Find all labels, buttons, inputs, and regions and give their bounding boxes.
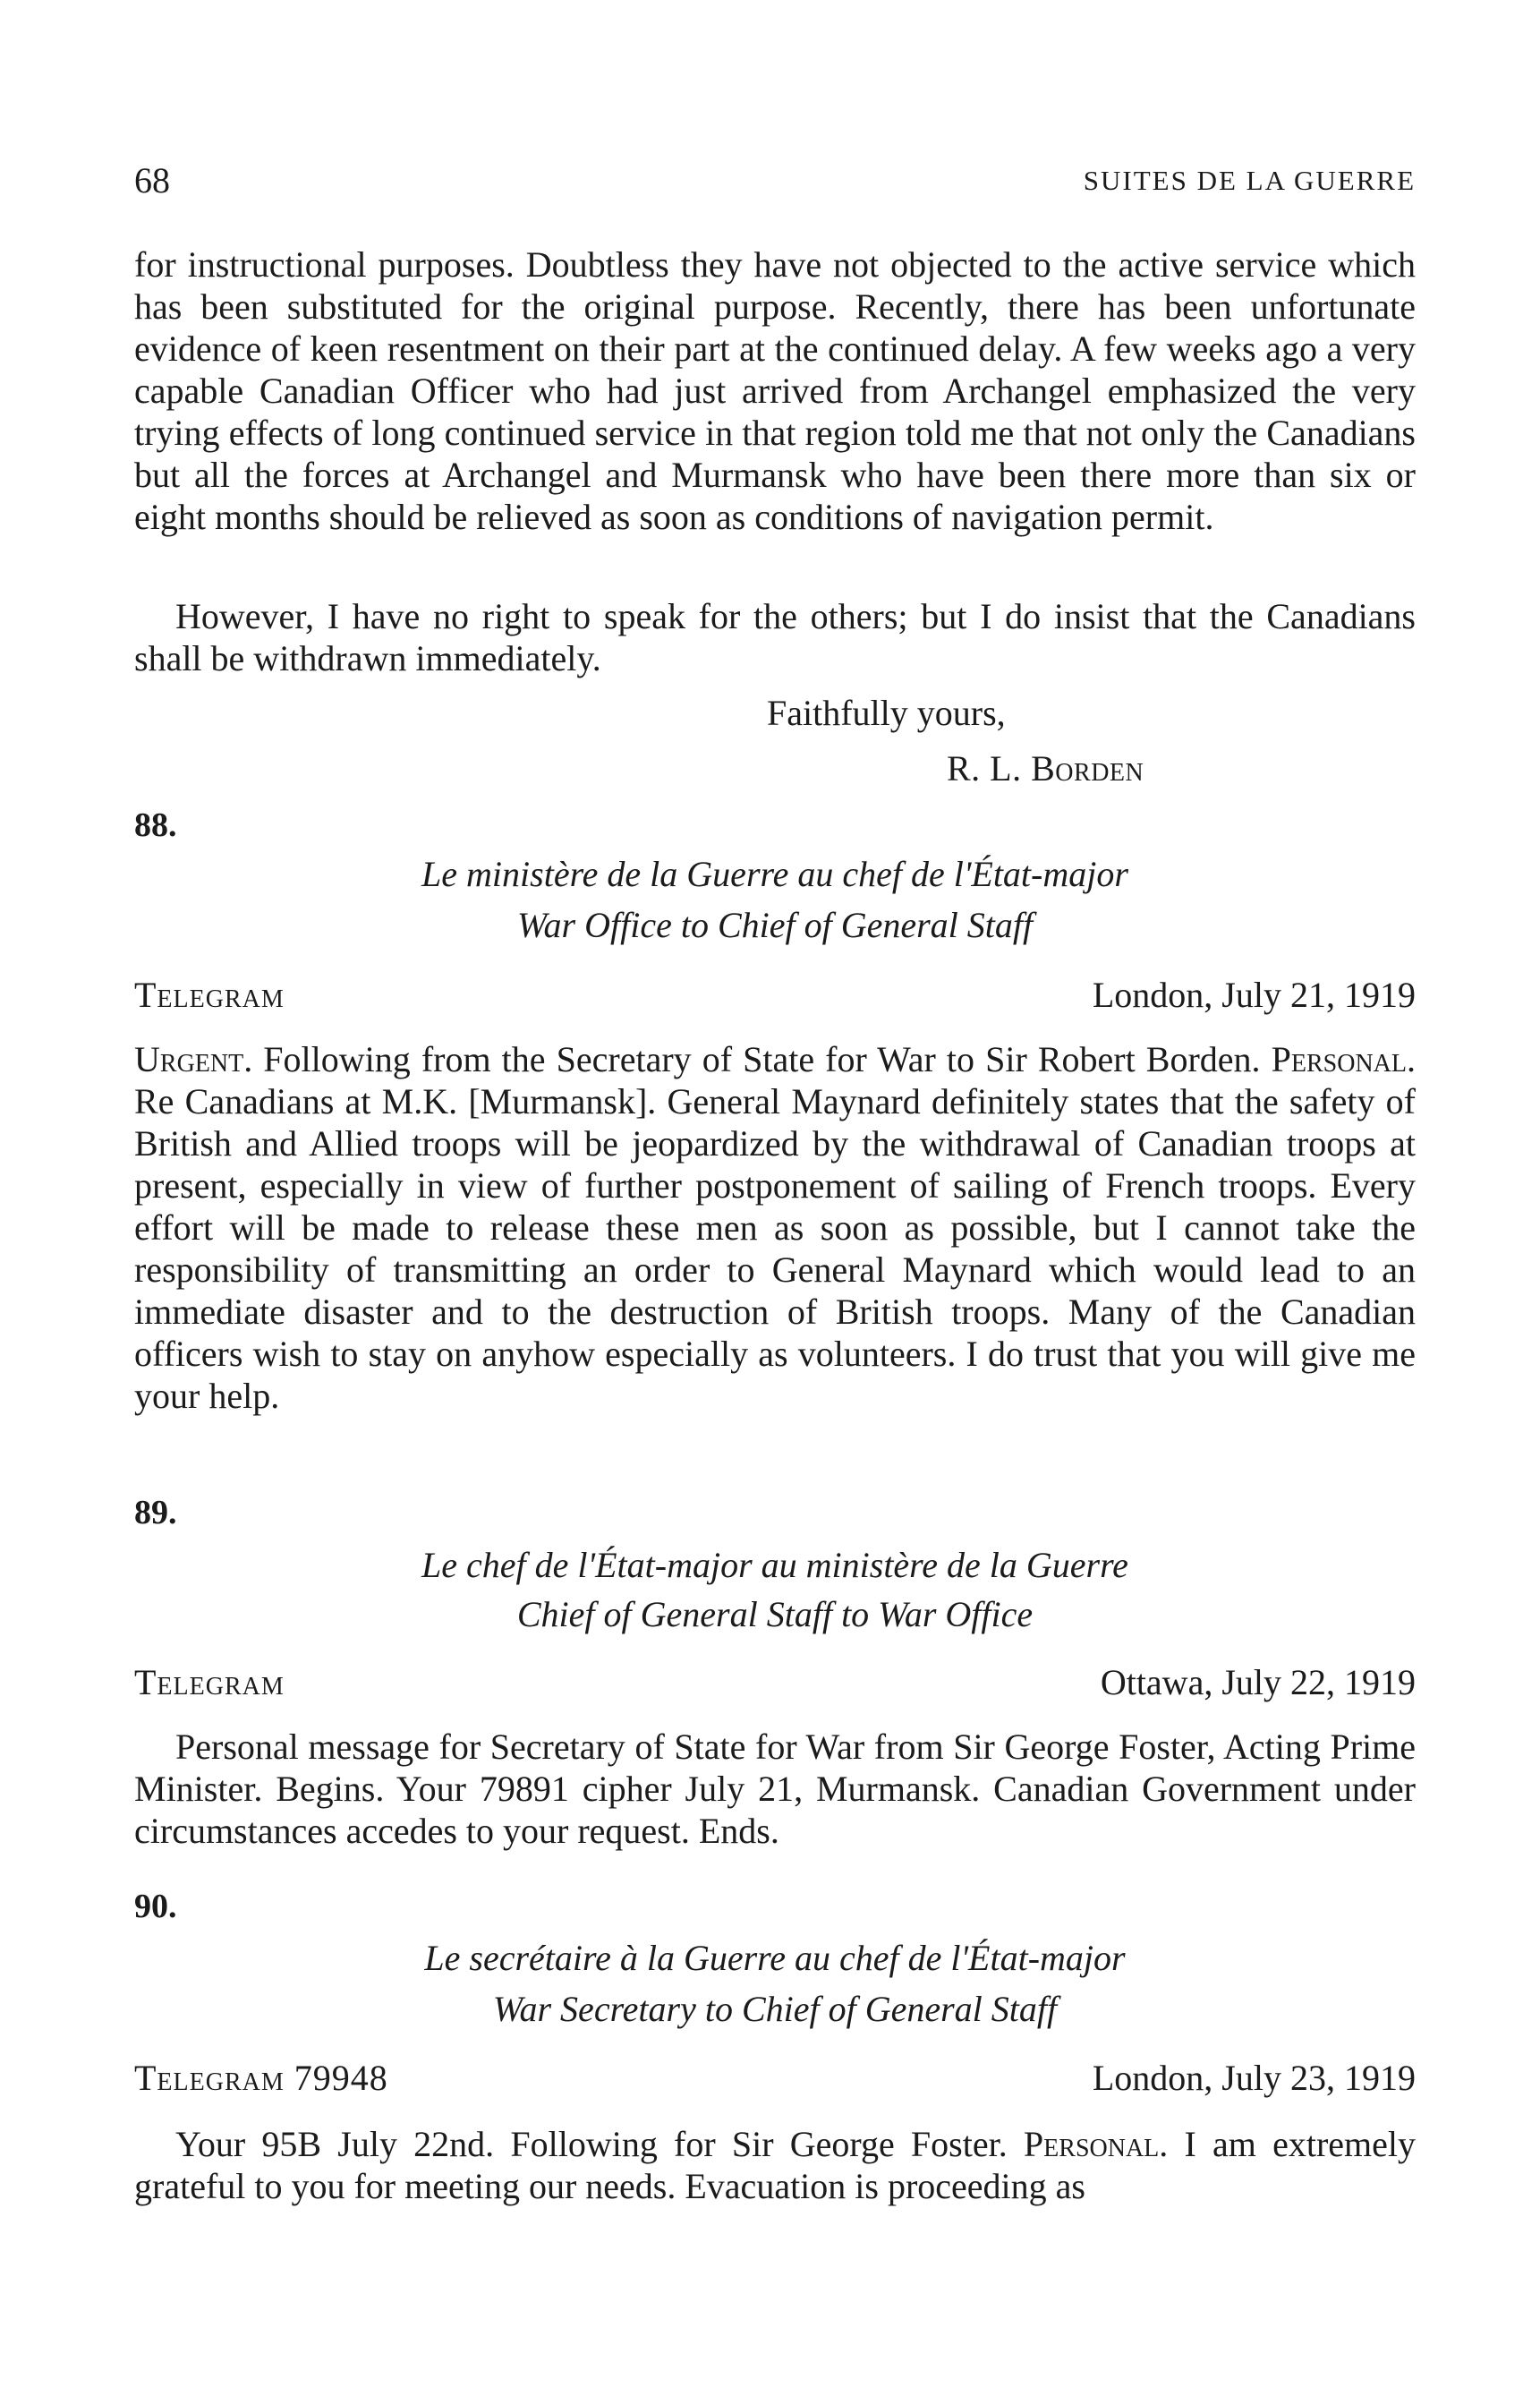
continuation-paragraph-2: However, I have no right to speak for the others; but I do insist that the Canadians shall be withdrawn immediately. <box>134 596 1416 678</box>
document-body <box>134 1038 1416 1417</box>
personal-label: Personal. <box>1271 1039 1416 1079</box>
document-title-english: War Secretary to Chief of General Staff <box>492 1989 1058 2029</box>
body-text: Re Canadians at M.K. [Murmansk]. General Maynard definitely states that the safety of British and Allied troops will be jeopardized by the withdrawal of Canadian troops at present, especially in view of further postponement of sailing of French troops. Every effort will be made to release these men as soon as possible, but I cannot take the responsibility of transmitting an order to General Maynard which would lead to an immediate disaster and to the destruction of British troops. Many of the Canadian officers wish to stay on anyhow especially as volunteers. I do trust that you will give me your help. <box>134 1081 1416 1416</box>
document-place-date: London, July 23, 1919 <box>1092 2058 1416 2098</box>
document-meta <box>134 1661 1416 1706</box>
document-number: 89. <box>134 1494 177 1531</box>
document-body: Personal message for Secretary of State for War from Sir George Foster, Acting Prime Minister. Begins. Your 79891 cipher July 21, Murmansk. Canadian Government under circumstances accedes to your request. Ends. <box>134 1727 1416 1851</box>
document-meta <box>134 2057 1416 2102</box>
document-place-date: Ottawa, July 22, 1919 <box>1100 1662 1416 1702</box>
urgent-label: Urgent. <box>134 1039 253 1079</box>
continuation-paragraph-1: for instructional purposes. Doubtless they have not objected to the active service which has been substituted for the original purpose. Recently, there has been unfortunate evidence of keen resentment on their part at the continued delay. A few weeks ago a very capable Canadian Officer who had just arrived from Archangel emphasized the very trying effects of long continued service in that region told me that not only the Canadians but all the forces at Archangel and Murmansk who have been there more than six or eight months should be relieved as soon as conditions of navigation permit. <box>134 244 1416 537</box>
document-title-french: Le ministère de la Guerre au chef de l'État-major <box>421 854 1128 894</box>
body-text: Your 95B July 22nd. Following for Sir George Foster. <box>175 2124 1024 2164</box>
running-title: SUITES DE LA GUERRE <box>1083 165 1416 196</box>
closing-salutation: Faithfully yours, <box>767 693 1006 733</box>
document-title-french: Le secrétaire à la Guerre au chef de l'État-major <box>424 1938 1126 1978</box>
document-title-english: War Office to Chief of General Staff <box>516 905 1034 945</box>
document-type: Telegram <box>134 1662 285 1702</box>
book-page <box>134 0 1416 2396</box>
document-title-english: Chief of General Staff to War Office <box>516 1594 1034 1634</box>
document-title-french: Le chef de l'État-major au ministère de la Guerre <box>421 1545 1128 1585</box>
document-body <box>134 2123 1416 2207</box>
signature: R. L. Borden <box>947 748 1144 789</box>
document-meta <box>134 974 1416 1019</box>
document-place-date: London, July 21, 1919 <box>1092 975 1416 1015</box>
personal-label: Personal. <box>1023 2124 1169 2164</box>
document-number: 90. <box>134 1888 177 1925</box>
body-text: Following from the Secretary of State for War to Sir Robert Borden. <box>252 1039 1272 1079</box>
body-text: I am extremely grateful to you for meeting our needs. Evacuation is proceeding as <box>134 2124 1417 2206</box>
running-head <box>134 159 1416 204</box>
document-number: 88. <box>134 806 177 844</box>
page-number: 68 <box>134 160 170 200</box>
document-type: Telegram 79948 <box>134 2058 388 2098</box>
document-type: Telegram <box>134 975 285 1015</box>
